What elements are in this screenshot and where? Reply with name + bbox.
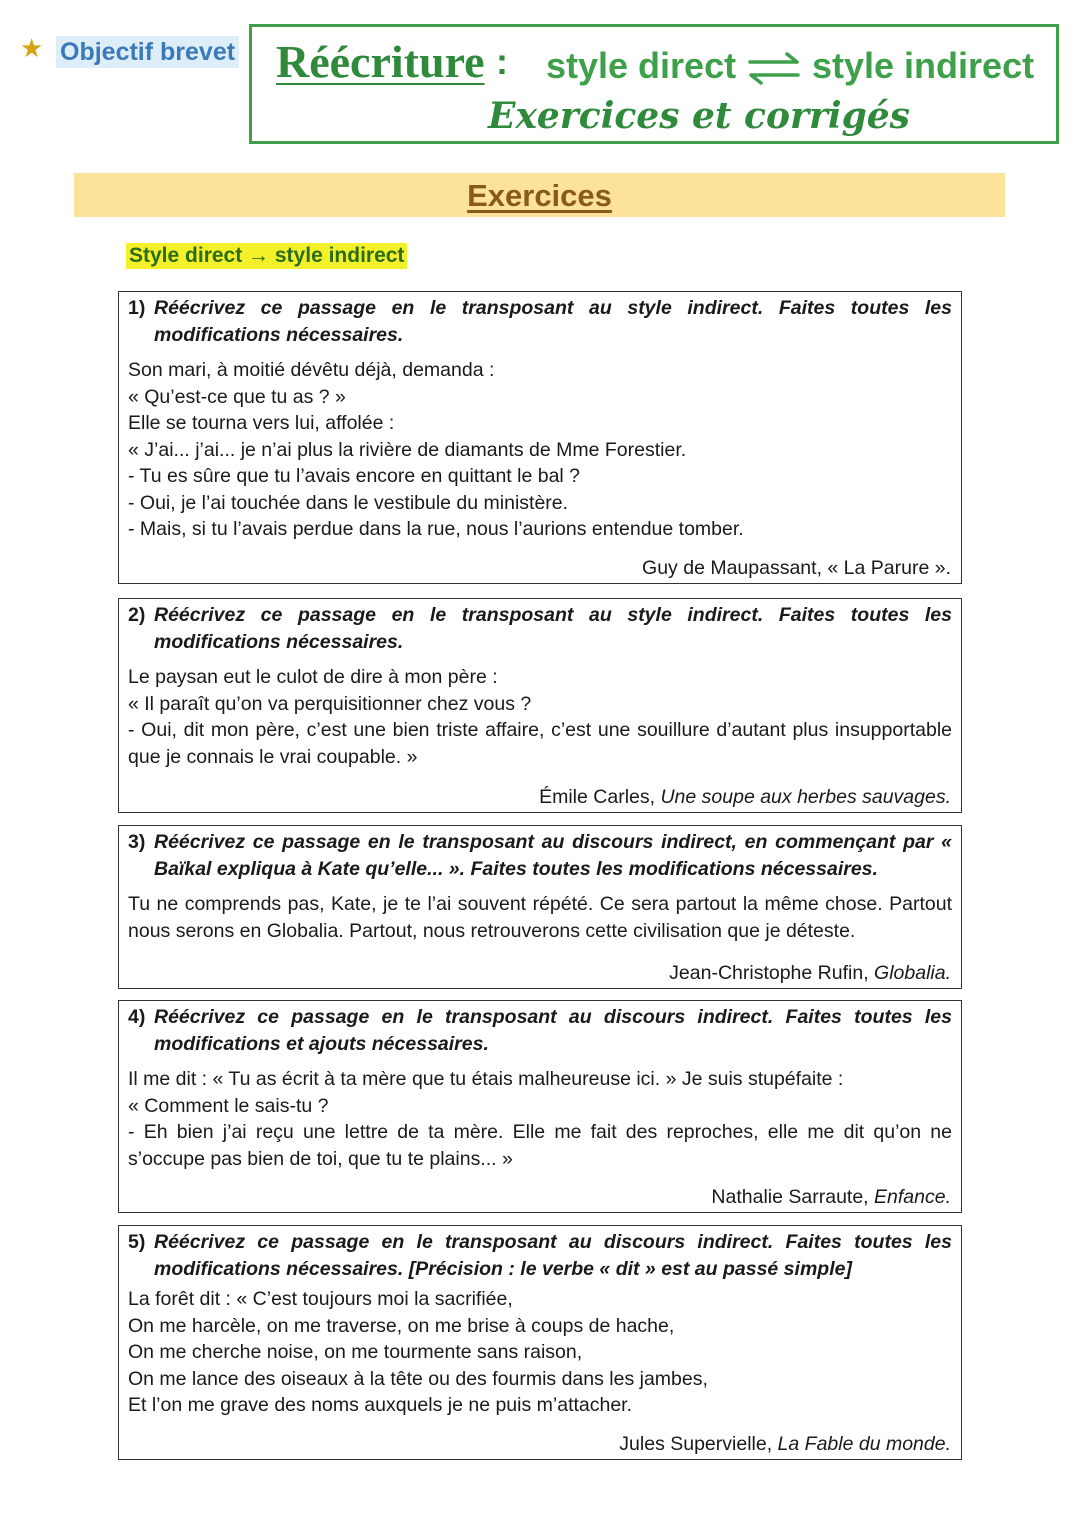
passage-line: On me harcèle, on me traverse, on me brise à coups de hache,: [128, 1314, 675, 1337]
exercise-box-2: [118, 598, 962, 813]
exercise-passage: [128, 664, 952, 770]
double-arrow-icon: [744, 51, 804, 85]
instruction-text: Réécrivez ce passage en le transposant au discours indirect. Faites toutes les modifications nécessaires. [Précision : le verbe « dit » est au passé simple]: [154, 1231, 952, 1280]
exercise-source: [669, 960, 951, 987]
passage-line: On me lance des oiseaux à la tête ou des fourmis dans les jambes,: [128, 1367, 708, 1390]
section-title: Exercices: [467, 178, 612, 213]
instruction-text: Réécrivez ce passage en le transposant au discours indirect. Faites toutes les modifications et ajouts nécessaires.: [154, 1006, 952, 1055]
passage-line: La forêt dit : « C’est toujours moi la sacrifiée,: [128, 1288, 513, 1310]
instruction-text: Réécrivez ce passage en le transposant au style indirect. Faites toutes les modifications nécessaires.: [154, 297, 952, 346]
title-subtitle: Exercices et corrigés: [488, 95, 910, 137]
passage-line: Et l’on me grave des noms auxquels je ne puis m’attacher.: [128, 1394, 633, 1416]
exercise-instruction: [128, 1004, 952, 1057]
exercise-source: [711, 1184, 951, 1211]
exercise-number: 2): [128, 604, 146, 626]
source-author: Nathalie Sarraute,: [711, 1185, 875, 1208]
passage-line: - Mais, si tu l’avais perdue dans la rue, nous l’aurions entendue tomber.: [128, 518, 744, 540]
passage-line: - Oui, dit mon père, c’est une bien triste affaire, c’est une souillure d’autant plus insupportable que je connais le vrai coupable. »: [128, 719, 952, 768]
exercise-source: [539, 784, 951, 811]
passage-line: « J’ai... j’ai... je n’ai plus la rivière de diamants de Mme Forestier.: [128, 438, 687, 461]
source-author: Guy de Maupassant,: [642, 556, 828, 579]
exercise-passage: [128, 357, 952, 543]
section-band: [74, 173, 1005, 217]
objectif-brevet-label: Objectif brevet: [56, 36, 239, 68]
exercise-number: 4): [128, 1006, 146, 1028]
title-box: [249, 24, 1059, 144]
title-main: Réécriture: [276, 36, 485, 87]
subheading: Style direct → style indirect: [126, 243, 407, 269]
exercise-instruction: [128, 1229, 952, 1282]
exercise-source: [642, 555, 951, 582]
exercise-number: 5): [128, 1231, 146, 1253]
source-author: Jean-Christophe Rufin,: [669, 961, 875, 984]
passage-line: Tu ne comprends pas, Kate, je te l’ai souvent répété. Ce sera partout la même chose. Partout nous serons en Globalia. Partout, nous retrouverons cette civilisation que je déteste.: [128, 893, 952, 942]
exercise-box-5: [118, 1225, 962, 1460]
passage-line: « Il paraît qu’on va perquisitionner chez vous ?: [128, 692, 532, 715]
instruction-text: Réécrivez ce passage en le transposant au style indirect. Faites toutes les modifications nécessaires.: [154, 604, 952, 653]
source-author: Jules Supervielle,: [619, 1432, 778, 1455]
source-work: « La Parure ».: [827, 556, 951, 579]
exercise-instruction: [128, 602, 952, 655]
exercise-passage: [128, 1286, 952, 1419]
exercise-source: [619, 1431, 951, 1458]
exercise-instruction: [128, 295, 952, 348]
exercise-passage: [128, 891, 952, 944]
passage-line: Il me dit : « Tu as écrit à ta mère que tu étais malheureuse ici. » Je suis stupéfaite :: [128, 1068, 844, 1090]
passage-line: « Comment le sais-tu ?: [128, 1094, 329, 1117]
source-work: Globalia.: [874, 961, 951, 984]
star-icon: ★: [20, 34, 44, 64]
source-work: Enfance.: [874, 1185, 951, 1208]
exercise-box-4: [118, 1000, 962, 1213]
exercise-passage: [128, 1066, 952, 1172]
source-work: Une soupe aux herbes sauvages.: [660, 785, 951, 808]
instruction-text: Réécrivez ce passage en le transposant au discours indirect, en commençant par « Baïkal expliqua à Kate qu’elle... ». Faites toutes les modifications nécessaires.: [154, 831, 952, 880]
passage-line: Elle se tourna vers lui, affolée :: [128, 412, 395, 434]
passage-line: - Tu es sûre que tu l’avais encore en quittant le bal ?: [128, 465, 581, 487]
exercise-number: 3): [128, 831, 146, 853]
title-style-indirect: style indirect: [812, 45, 1035, 86]
source-author: Émile Carles,: [539, 785, 661, 808]
exercise-box-1: [118, 291, 962, 584]
passage-line: - Eh bien j’ai reçu une lettre de ta mère. Elle me fait des reproches, elle me dit qu’on ne s’occupe pas bien de toi, que tu te plains... »: [128, 1121, 952, 1170]
passage-line: Le paysan eut le culot de dire à mon père :: [128, 666, 498, 688]
passage-line: « Qu’est-ce que tu as ? »: [128, 385, 346, 408]
title-colon: :: [496, 41, 508, 82]
source-work: La Fable du monde.: [777, 1432, 951, 1455]
exercise-number: 1): [128, 297, 146, 319]
exercise-box-3: [118, 825, 962, 989]
passage-line: On me cherche noise, on me tourmente sans raison,: [128, 1341, 583, 1363]
exercise-instruction: [128, 829, 952, 882]
passage-line: - Oui, je l’ai touchée dans le vestibule du ministère.: [128, 491, 569, 514]
passage-line: Son mari, à moitié dévêtu déjà, demanda :: [128, 359, 495, 381]
title-style-direct: style direct: [546, 45, 737, 86]
